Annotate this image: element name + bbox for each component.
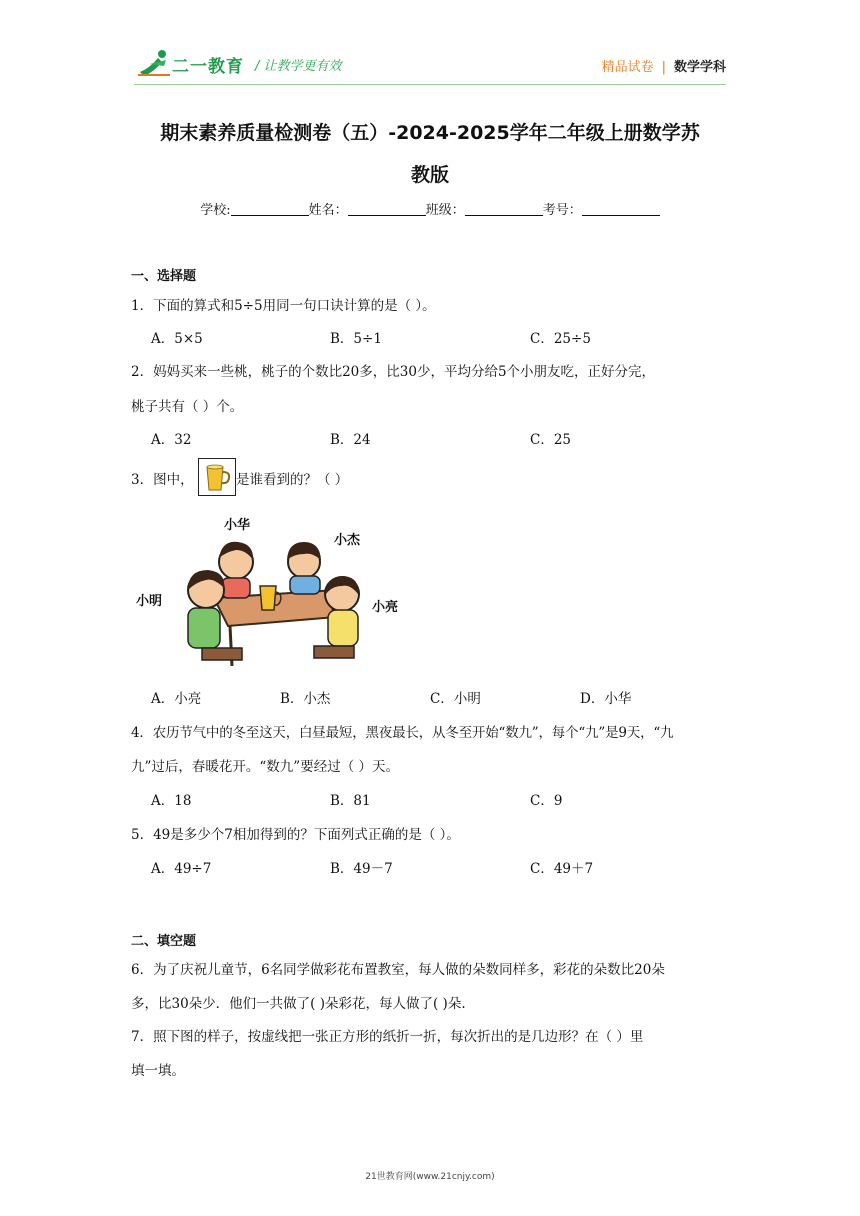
- section-title-choice: 一、选择题: [131, 269, 197, 284]
- q2-option-c: C．25: [530, 432, 572, 448]
- q1-option-b: B．5÷1: [330, 331, 382, 347]
- cup-icon: [198, 458, 236, 496]
- q5-option-c: C．49＋7: [530, 861, 594, 877]
- exam-no-label: 考号：: [542, 203, 582, 218]
- question-4-line2: 九”过后，春暖花开。“数九”要经过（ ）天。: [131, 759, 399, 775]
- q4-option-b: B．81: [330, 793, 371, 809]
- q1-option-a: A．5×5: [151, 331, 203, 347]
- q3-option-d: D．小华: [580, 691, 632, 707]
- brand-slogan: / 让教学更有效: [255, 59, 342, 74]
- school-blank: [231, 202, 309, 216]
- question-5: 5．49是多少个7相加得到的？下面列式正确的是（ ）。: [131, 827, 460, 843]
- student-info-row: [130, 199, 730, 218]
- question-2-line2: 桃子共有（ ）个。: [131, 399, 244, 415]
- question-7-line2: 填一填。: [131, 1063, 185, 1079]
- question-3-prefix: 3．图中，: [131, 472, 194, 488]
- name-label: 姓名：: [308, 203, 348, 218]
- exam-no-blank: [582, 202, 660, 216]
- label-xiaojie: 小杰: [334, 533, 361, 548]
- class-blank: [465, 202, 543, 216]
- q4-option-c: C．9: [530, 793, 563, 809]
- question-4-line1: 4．农历节气中的冬至这天，白昼最短，黑夜最长，从冬至开始“数九”，每个“九”是9天，“九: [131, 725, 674, 741]
- header-divider: [134, 84, 726, 85]
- q2-option-a: A．32: [151, 432, 192, 448]
- question-2-line1: 2．妈妈买来一些桃，桃子的个数比20多，比30少，平均分给5个小朋友吃，正好分完，: [131, 364, 656, 380]
- question-7-line1: 7．照下图的样子，按虚线把一张正方形的纸折一折，每次折出的是几边形？在（ ）里: [131, 1029, 644, 1045]
- header-label-subject: 数学学科: [673, 60, 726, 75]
- name-blank: [348, 202, 426, 216]
- q3-option-a: A．小亮: [151, 691, 202, 707]
- kids-around-table-illustration: [136, 510, 416, 670]
- label-xiaohua: 小华: [224, 518, 251, 533]
- section-title-fill: 二、填空题: [131, 934, 197, 949]
- brand-name: 二一教育: [172, 57, 244, 77]
- label-xiaoming: 小明: [136, 594, 163, 609]
- q4-option-a: A．18: [151, 793, 192, 809]
- question-6-line2: 多，比30朵少．他们一共做了( )朵彩花，每人做了( )朵.: [131, 996, 466, 1012]
- header-right: [602, 56, 726, 75]
- q3-option-c: C．小明: [430, 691, 481, 707]
- q1-option-c: C．25÷5: [530, 331, 591, 347]
- class-label: 班级：: [425, 203, 465, 218]
- q5-option-a: A．49÷7: [151, 861, 212, 877]
- page-title-line2: 教版: [410, 164, 449, 186]
- q2-option-b: B．24: [330, 432, 371, 448]
- q5-option-b: B．49－7: [330, 861, 393, 877]
- question-3-suffix: 是谁看到的？（ ）: [236, 472, 349, 488]
- label-xiaoliang: 小亮: [372, 600, 399, 615]
- question-1: 1．下面的算式和5÷5用同一句口诀计算的是（ ）。: [131, 298, 436, 314]
- header-separator: |: [661, 60, 666, 75]
- q3-option-b: B．小杰: [280, 691, 331, 707]
- page-footer: 21世教育网(www.21cnjy.com): [365, 1172, 495, 1182]
- question-6-line1: 6．为了庆祝儿童节，6名同学做彩花布置教室，每人做的朵数同样多，彩花的朵数比20朵: [131, 962, 665, 978]
- page-title-line1: 期末素养质量检测卷（五）-2024-2025学年二年级上册数学苏: [160, 122, 700, 144]
- header-label-premium: 精品试卷: [601, 60, 654, 75]
- school-label: 学校:: [200, 203, 231, 218]
